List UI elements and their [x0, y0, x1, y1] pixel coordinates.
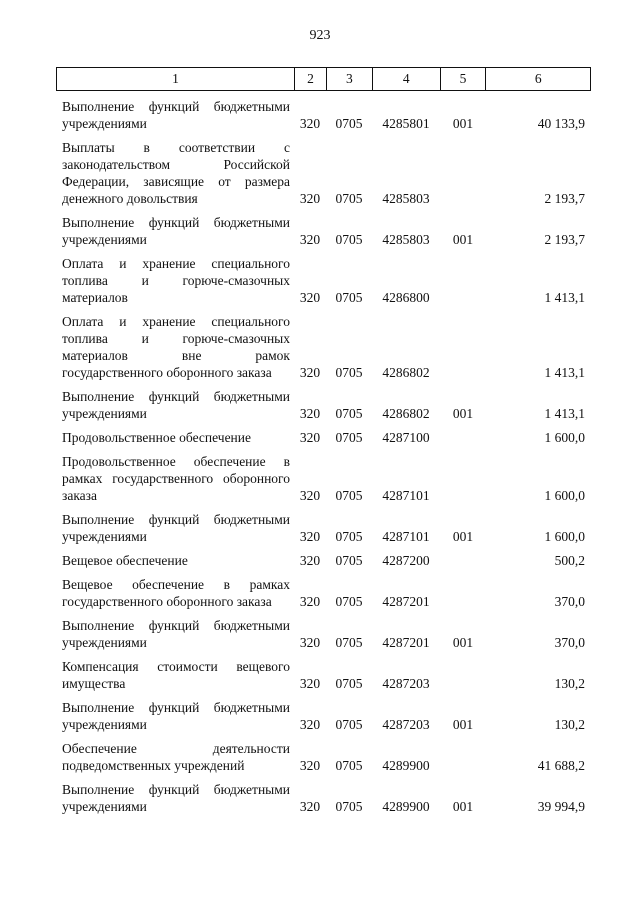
row-col-3: 0705	[335, 430, 363, 445]
row-col-2: 320	[299, 191, 321, 206]
row-col-4: 4286800	[382, 290, 430, 305]
row-col-4: 4285803	[382, 191, 430, 206]
table-row	[56, 511, 591, 545]
row-col-3: 0705	[335, 799, 363, 814]
table-row	[56, 139, 591, 207]
row-col-3: 0705	[335, 232, 363, 247]
row-amount: 41 688,2	[537, 758, 585, 773]
row-col-3: 0705	[335, 529, 363, 544]
row-col-2: 320	[299, 553, 321, 568]
table-body	[56, 98, 591, 822]
row-amount: 370,0	[554, 594, 585, 609]
row-amount: 130,2	[554, 676, 585, 691]
row-col-4: 4287101	[382, 529, 430, 544]
row-amount: 1 413,1	[544, 406, 585, 421]
table-row	[56, 214, 591, 248]
table-row	[56, 429, 591, 446]
row-col-4: 4287203	[382, 717, 430, 732]
row-col-3: 0705	[335, 116, 363, 131]
row-col-5: 001	[452, 799, 474, 814]
header-col-3: 3	[326, 68, 372, 90]
row-col-4: 4289900	[382, 758, 430, 773]
row-col-4: 4285801	[382, 116, 430, 131]
table-row	[56, 388, 591, 422]
row-amount: 1 600,0	[544, 430, 585, 445]
row-col-2: 320	[299, 635, 321, 650]
table-row	[56, 617, 591, 651]
row-amount: 1 600,0	[544, 529, 585, 544]
row-col-4: 4287200	[382, 553, 430, 568]
row-col-3: 0705	[335, 191, 363, 206]
row-col-5: 001	[452, 232, 474, 247]
row-amount: 1 413,1	[544, 290, 585, 305]
row-col-4: 4287203	[382, 676, 430, 691]
row-col-5: 001	[452, 116, 474, 131]
row-col-5: 001	[452, 717, 474, 732]
row-col-2: 320	[299, 430, 321, 445]
row-name: Выполнение функций бюджетными учреждениями	[62, 512, 290, 544]
header-col-2: 2	[294, 68, 326, 90]
row-name: Компенсация стоимости вещевого имущества	[62, 659, 290, 691]
row-col-4: 4285803	[382, 232, 430, 247]
row-col-2: 320	[299, 232, 321, 247]
row-name: Выполнение функций бюджетными учреждениями	[62, 782, 290, 814]
row-col-3: 0705	[335, 290, 363, 305]
row-name: Выполнение функций бюджетными учреждениями	[62, 99, 290, 131]
header-col-6: 6	[485, 68, 590, 90]
row-name: Выплаты в соответствии с законодательством Российской Федерации, зависящие от размера денежного довольствия	[62, 140, 290, 206]
row-col-2: 320	[299, 488, 321, 503]
row-col-4: 4286802	[382, 406, 430, 421]
table-row	[56, 576, 591, 610]
header-col-1: 1	[172, 71, 179, 86]
table-row	[56, 658, 591, 692]
row-amount: 370,0	[554, 635, 585, 650]
row-name: Обеспечение деятельности подведомственных учреждений	[62, 741, 290, 773]
row-col-3: 0705	[335, 553, 363, 568]
row-amount: 2 193,7	[544, 191, 585, 206]
row-amount: 40 133,9	[537, 116, 585, 131]
table-header	[56, 67, 591, 91]
row-amount: 500,2	[554, 553, 585, 568]
row-col-2: 320	[299, 365, 321, 380]
row-col-2: 320	[299, 594, 321, 609]
row-col-4: 4287101	[382, 488, 430, 503]
row-col-4: 4289900	[382, 799, 430, 814]
row-col-2: 320	[299, 676, 321, 691]
row-col-2: 320	[299, 758, 321, 773]
row-name: Выполнение функций бюджетными учреждениями	[62, 618, 290, 650]
row-col-3: 0705	[335, 488, 363, 503]
row-col-2: 320	[299, 116, 321, 131]
row-col-3: 0705	[335, 717, 363, 732]
row-name: Выполнение функций бюджетными учреждениями	[62, 215, 290, 247]
row-col-4: 4287201	[382, 635, 430, 650]
row-col-2: 320	[299, 717, 321, 732]
row-name: Выполнение функций бюджетными учреждениями	[62, 389, 290, 421]
row-name: Оплата и хранение специального топлива и горюче-смазочных материалов	[62, 256, 290, 305]
table-row	[56, 255, 591, 306]
table-row	[56, 552, 591, 569]
row-amount: 39 994,9	[537, 799, 585, 814]
row-name: Продовольственное обеспечение в рамках государственного оборонного заказа	[62, 454, 290, 503]
table-row	[56, 781, 591, 815]
row-name: Вещевое обеспечение в рамках государственного оборонного заказа	[62, 577, 290, 609]
row-col-3: 0705	[335, 365, 363, 380]
header-col-5: 5	[440, 68, 486, 90]
row-col-5: 001	[452, 529, 474, 544]
table-row	[56, 98, 591, 132]
row-name: Продовольственное обеспечение	[62, 430, 251, 445]
row-amount: 2 193,7	[544, 232, 585, 247]
row-col-3: 0705	[335, 676, 363, 691]
row-col-2: 320	[299, 290, 321, 305]
header-col-4: 4	[372, 68, 440, 90]
row-name: Оплата и хранение специального топлива и горюче-смазочных материалов вне рамок государственного оборонного заказа	[62, 314, 290, 380]
row-amount: 1 413,1	[544, 365, 585, 380]
row-col-4: 4286802	[382, 365, 430, 380]
row-col-4: 4287201	[382, 594, 430, 609]
page-number: 923	[309, 28, 331, 43]
row-col-4: 4287100	[382, 430, 430, 445]
table-row	[56, 740, 591, 774]
row-col-2: 320	[299, 406, 321, 421]
row-name: Вещевое обеспечение	[62, 553, 188, 568]
row-col-2: 320	[299, 799, 321, 814]
row-col-3: 0705	[335, 406, 363, 421]
row-name: Выполнение функций бюджетными учреждениями	[62, 700, 290, 732]
row-amount: 1 600,0	[544, 488, 585, 503]
row-col-3: 0705	[335, 758, 363, 773]
table-row	[56, 699, 591, 733]
row-amount: 130,2	[554, 717, 585, 732]
row-col-2: 320	[299, 529, 321, 544]
table-row	[56, 313, 591, 381]
row-col-5: 001	[452, 635, 474, 650]
table-row	[56, 453, 591, 504]
row-col-5: 001	[452, 406, 474, 421]
row-col-3: 0705	[335, 635, 363, 650]
row-col-3: 0705	[335, 594, 363, 609]
